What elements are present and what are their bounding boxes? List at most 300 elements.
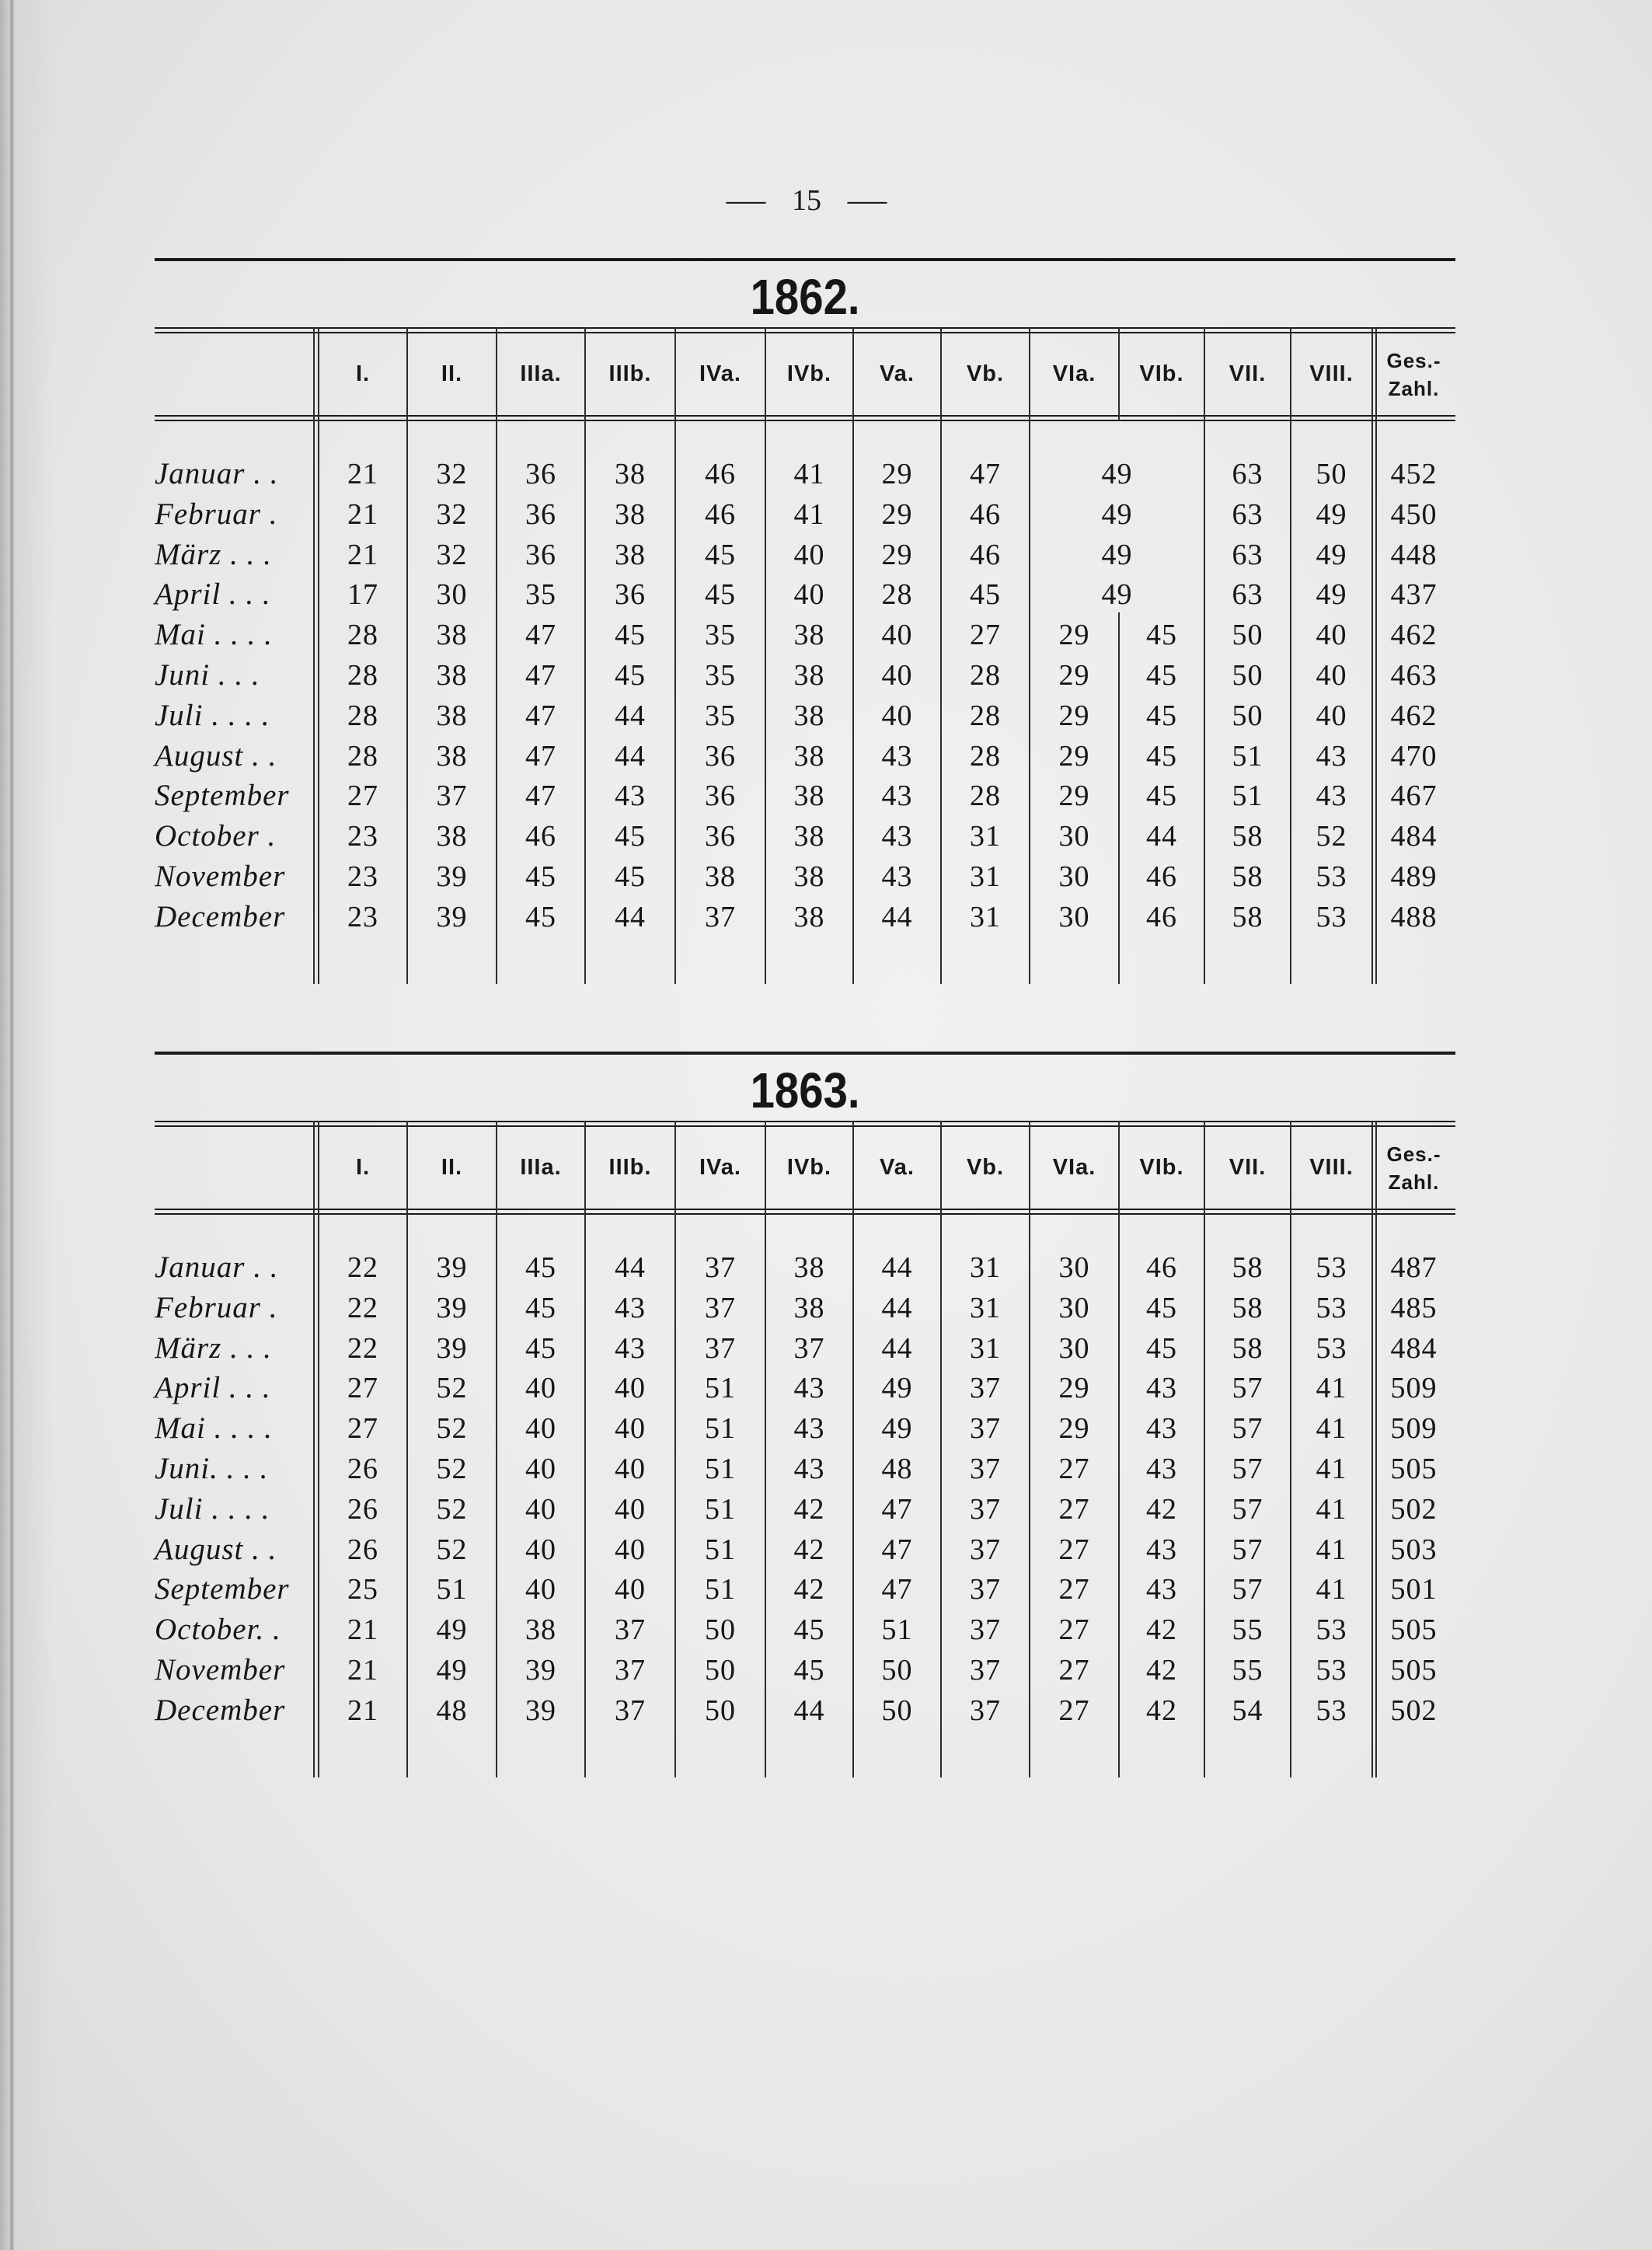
- cell-vii: 51: [1232, 739, 1263, 773]
- month-label: September: [155, 779, 290, 813]
- cell-vib: 45: [1146, 1331, 1177, 1365]
- cell-viii: 53: [1316, 1331, 1347, 1365]
- cell-via: 27: [1058, 1573, 1090, 1606]
- column-header-iva: IVa.: [699, 1155, 741, 1180]
- cell-viii: 53: [1316, 1251, 1347, 1284]
- cell-iiib: 38: [615, 458, 646, 490]
- cell-via: 27: [1058, 1492, 1090, 1526]
- month-label: December: [155, 899, 286, 933]
- cell-iva: 37: [705, 1291, 736, 1324]
- cell-iiia: 47: [525, 619, 556, 652]
- cell-viii: 40: [1316, 699, 1347, 732]
- cell-total: 502: [1390, 1694, 1438, 1727]
- cell-ivb: 45: [793, 1654, 825, 1687]
- table-row: [155, 1569, 1455, 1610]
- cell-viii: 41: [1316, 1412, 1347, 1446]
- cell-va: 40: [881, 619, 913, 652]
- column-header-va: Va.: [880, 361, 915, 386]
- cell-ivb: 38: [793, 659, 825, 692]
- cell-iiia: 45: [525, 1291, 556, 1324]
- cell-viii: 41: [1316, 1372, 1347, 1405]
- table-row: [155, 1368, 1455, 1408]
- cell-iiia: 39: [525, 1694, 556, 1727]
- cell-iiib: 45: [615, 820, 646, 853]
- cell-vii: 57: [1232, 1372, 1263, 1405]
- cell-total: 488: [1390, 900, 1438, 933]
- cell-ivb: 38: [793, 820, 825, 853]
- cell-ii: 37: [436, 780, 468, 813]
- cell-vi-combined: 49: [1101, 578, 1133, 612]
- cell-ii: 52: [436, 1372, 468, 1405]
- cell-total: 450: [1390, 497, 1438, 531]
- cell-vii: 57: [1232, 1412, 1263, 1446]
- page-number: [699, 182, 914, 219]
- cell-ii: 39: [436, 1291, 468, 1324]
- table-row: [155, 1530, 1455, 1570]
- month-label: Juli . . . .: [155, 698, 270, 732]
- cell-via: 27: [1058, 1654, 1090, 1687]
- column-header-va: Va.: [880, 1155, 915, 1180]
- cell-vb: 37: [970, 1372, 1001, 1405]
- cell-viii: 41: [1316, 1573, 1347, 1606]
- cell-ii: 32: [436, 458, 468, 490]
- cell-i: 27: [347, 1412, 378, 1446]
- cell-total: 509: [1390, 1372, 1438, 1405]
- cell-total: 505: [1390, 1654, 1438, 1687]
- cell-iiib: 43: [615, 1291, 646, 1324]
- column-header-vb: Vb.: [966, 361, 1005, 386]
- cell-vii: 57: [1232, 1573, 1263, 1606]
- cell-iiib: 40: [615, 1412, 646, 1446]
- cell-va: 44: [881, 1331, 913, 1365]
- year-title: [155, 271, 1455, 323]
- cell-va: 44: [881, 1251, 913, 1284]
- cell-vib: 46: [1146, 900, 1177, 933]
- table-row: [155, 615, 1455, 655]
- table-row: [155, 1489, 1455, 1530]
- cell-ii: 38: [436, 739, 468, 773]
- cell-vii: 58: [1232, 860, 1263, 893]
- cell-va: 47: [881, 1533, 913, 1566]
- table-row: [155, 574, 1455, 615]
- cell-vi-combined: 49: [1101, 497, 1133, 531]
- cell-i: 17: [347, 578, 378, 612]
- table-1862: [155, 258, 1455, 989]
- month-label: Februar .: [155, 1290, 278, 1324]
- month-label: Januar . .: [155, 457, 279, 490]
- cell-va: 44: [881, 900, 913, 933]
- column-header-i: I.: [355, 1155, 371, 1180]
- cell-viii: 50: [1316, 458, 1347, 490]
- table-row: [155, 736, 1455, 776]
- cell-iva: 51: [705, 1372, 736, 1405]
- cell-ii: 49: [436, 1613, 468, 1647]
- cell-ivb: 38: [793, 780, 825, 813]
- cell-va: 51: [881, 1613, 913, 1647]
- cell-vii: 63: [1232, 538, 1263, 571]
- cell-iiib: 40: [615, 1533, 646, 1566]
- cell-vib: 44: [1146, 820, 1177, 853]
- total-header-line1: Ges.-: [1386, 348, 1441, 372]
- cell-va: 47: [881, 1492, 913, 1526]
- month-label: November: [155, 1653, 286, 1687]
- cell-ii: 51: [436, 1573, 468, 1606]
- cell-total: 462: [1390, 619, 1438, 652]
- cell-iiib: 37: [615, 1654, 646, 1687]
- cell-va: 28: [881, 578, 913, 612]
- cell-viii: 49: [1316, 497, 1347, 531]
- cell-iva: 46: [705, 497, 736, 531]
- cell-vi-combined: 49: [1101, 538, 1133, 571]
- cell-vb: 37: [970, 1573, 1001, 1606]
- cell-total: 484: [1390, 820, 1438, 853]
- cell-ii: 38: [436, 699, 468, 732]
- header-rule: [155, 327, 1455, 329]
- cell-va: 48: [881, 1453, 913, 1485]
- cell-iiib: 43: [615, 1331, 646, 1365]
- table-row: [155, 856, 1455, 897]
- cell-va: 40: [881, 699, 913, 732]
- column-header-ivb: IVb.: [786, 1155, 832, 1180]
- cell-ii: 32: [436, 538, 468, 571]
- cell-via: 27: [1058, 1453, 1090, 1485]
- column-header-vii: VII.: [1229, 1155, 1267, 1180]
- cell-vii: 58: [1232, 1331, 1263, 1365]
- month-label: August . .: [155, 738, 277, 773]
- page-number-value: 15: [792, 184, 821, 217]
- cell-iva: 51: [705, 1533, 736, 1566]
- cell-vib: 43: [1146, 1372, 1177, 1405]
- cell-vib: 45: [1146, 1291, 1177, 1324]
- cell-ivb: 37: [793, 1331, 825, 1365]
- cell-viii: 40: [1316, 659, 1347, 692]
- cell-ii: 52: [436, 1453, 468, 1485]
- cell-via: 30: [1058, 1251, 1090, 1284]
- table-row: [155, 1288, 1455, 1328]
- cell-vb: 45: [970, 578, 1001, 612]
- cell-vib: 45: [1146, 619, 1177, 652]
- cell-total: 437: [1390, 578, 1438, 612]
- table-row: [155, 1328, 1455, 1369]
- cell-ivb: 38: [793, 1251, 825, 1284]
- month-label: November: [155, 860, 286, 893]
- cell-via: 30: [1058, 820, 1090, 853]
- cell-iiib: 44: [615, 1251, 646, 1284]
- cell-iiia: 40: [525, 1573, 556, 1606]
- cell-vii: 51: [1232, 780, 1263, 813]
- cell-via: 27: [1058, 1694, 1090, 1727]
- month-label: Februar .: [155, 497, 278, 531]
- column-header-viii: VIII.: [1309, 361, 1354, 386]
- column-header-vib: VIb.: [1139, 361, 1184, 386]
- cell-viii: 53: [1316, 1291, 1347, 1324]
- cell-iiib: 38: [615, 538, 646, 571]
- cell-va: 29: [881, 497, 913, 531]
- cell-vii: 50: [1232, 699, 1263, 732]
- cell-vb: 46: [970, 497, 1001, 531]
- cell-via: 30: [1058, 1331, 1090, 1365]
- cell-ii: 38: [436, 619, 468, 652]
- column-header-i: I.: [355, 361, 371, 386]
- table-1863: [155, 1052, 1455, 1782]
- cell-iva: 38: [705, 860, 736, 893]
- cell-vib: 42: [1146, 1654, 1177, 1687]
- cell-ii: 39: [436, 1331, 468, 1365]
- cell-total: 484: [1390, 1331, 1438, 1365]
- cell-vb: 47: [970, 458, 1001, 490]
- cell-vb: 37: [970, 1613, 1001, 1647]
- cell-vii: 57: [1232, 1533, 1263, 1566]
- cell-vib: 45: [1146, 699, 1177, 732]
- cell-iiia: 36: [525, 458, 556, 490]
- cell-ii: 39: [436, 900, 468, 933]
- month-label: Januar . .: [155, 1251, 279, 1284]
- cell-viii: 41: [1316, 1453, 1347, 1485]
- cell-ivb: 38: [793, 699, 825, 732]
- cell-i: 28: [347, 739, 378, 773]
- cell-i: 26: [347, 1453, 378, 1485]
- total-header-line1: Ges.-: [1386, 1142, 1441, 1166]
- cell-vb: 37: [970, 1654, 1001, 1687]
- cell-iiib: 44: [615, 739, 646, 773]
- cell-total: 505: [1390, 1613, 1438, 1647]
- cell-i: 22: [347, 1291, 378, 1324]
- cell-i: 21: [347, 497, 378, 531]
- cell-ii: 38: [436, 659, 468, 692]
- cell-i: 22: [347, 1331, 378, 1365]
- cell-iiib: 45: [615, 659, 646, 692]
- cell-ivb: 38: [793, 739, 825, 773]
- cell-iva: 45: [705, 538, 736, 571]
- cell-iiib: 44: [615, 900, 646, 933]
- cell-ivb: 43: [793, 1372, 825, 1405]
- cell-iva: 51: [705, 1412, 736, 1446]
- cell-iva: 35: [705, 619, 736, 652]
- column-header-iva: IVa.: [699, 361, 741, 386]
- month-label: August . .: [155, 1532, 277, 1566]
- year-title-text: 1862.: [750, 269, 860, 325]
- column-header-vii: VII.: [1229, 361, 1267, 386]
- cell-iiib: 40: [615, 1372, 646, 1405]
- table-row: [155, 776, 1455, 816]
- cell-vib: 45: [1146, 780, 1177, 813]
- cell-iva: 36: [705, 780, 736, 813]
- cell-iiia: 45: [525, 900, 556, 933]
- cell-viii: 53: [1316, 900, 1347, 933]
- cell-vib: 45: [1146, 739, 1177, 773]
- cell-viii: 53: [1316, 1654, 1347, 1687]
- cell-total: 502: [1390, 1492, 1438, 1526]
- cell-i: 27: [347, 780, 378, 813]
- cell-iiib: 45: [615, 619, 646, 652]
- cell-vib: 43: [1146, 1533, 1177, 1566]
- cell-ivb: 38: [793, 1291, 825, 1324]
- cell-iiib: 40: [615, 1492, 646, 1526]
- cell-ivb: 42: [793, 1533, 825, 1566]
- column-header-iiia: IIIa.: [520, 361, 562, 386]
- cell-ivb: 43: [793, 1412, 825, 1446]
- cell-viii: 53: [1316, 1613, 1347, 1647]
- cell-iiia: 45: [525, 860, 556, 893]
- cell-iva: 37: [705, 1331, 736, 1365]
- cell-iiib: 36: [615, 578, 646, 612]
- cell-ii: 38: [436, 820, 468, 853]
- table-row: [155, 1650, 1455, 1690]
- cell-vii: 54: [1232, 1694, 1263, 1727]
- cell-via: 29: [1058, 739, 1090, 773]
- cell-ivb: 45: [793, 1613, 825, 1647]
- cell-total: 501: [1390, 1573, 1438, 1606]
- cell-iiia: 38: [525, 1613, 556, 1647]
- page-number-dash-left: —: [726, 183, 766, 218]
- cell-ivb: 41: [793, 458, 825, 490]
- cell-iva: 37: [705, 1251, 736, 1284]
- cell-ii: 52: [436, 1412, 468, 1446]
- cell-i: 28: [347, 659, 378, 692]
- cell-via: 29: [1058, 619, 1090, 652]
- cell-i: 23: [347, 820, 378, 853]
- cell-vii: 57: [1232, 1492, 1263, 1526]
- cell-iiib: 37: [615, 1613, 646, 1647]
- cell-va: 50: [881, 1654, 913, 1687]
- cell-iva: 50: [705, 1613, 736, 1647]
- year-title-text: 1863.: [750, 1062, 860, 1118]
- cell-vb: 31: [970, 1251, 1001, 1284]
- cell-iiia: 47: [525, 739, 556, 773]
- cell-vb: 31: [970, 900, 1001, 933]
- cell-iiib: 44: [615, 699, 646, 732]
- cell-ii: 52: [436, 1533, 468, 1566]
- cell-ivb: 44: [793, 1694, 825, 1727]
- cell-total: 452: [1390, 458, 1438, 490]
- cell-iiib: 45: [615, 860, 646, 893]
- cell-ivb: 38: [793, 860, 825, 893]
- cell-vii: 55: [1232, 1654, 1263, 1687]
- cell-ivb: 43: [793, 1453, 825, 1485]
- cell-iva: 51: [705, 1453, 736, 1485]
- cell-iva: 35: [705, 659, 736, 692]
- cell-ii: 32: [436, 497, 468, 531]
- month-label: März . . .: [155, 537, 272, 571]
- cell-viii: 53: [1316, 1694, 1347, 1727]
- table-row: [155, 454, 1455, 494]
- cell-vb: 31: [970, 820, 1001, 853]
- cell-iva: 36: [705, 739, 736, 773]
- cell-viii: 43: [1316, 739, 1347, 773]
- cell-iva: 46: [705, 458, 736, 490]
- cell-i: 21: [347, 1694, 378, 1727]
- cell-vb: 28: [970, 659, 1001, 692]
- cell-ii: 52: [436, 1492, 468, 1526]
- month-label: October. .: [155, 1613, 281, 1647]
- cell-ivb: 40: [793, 538, 825, 571]
- cell-i: 21: [347, 458, 378, 490]
- cell-via: 29: [1058, 1372, 1090, 1405]
- cell-iiia: 45: [525, 1331, 556, 1365]
- column-header-total: [1372, 333, 1455, 415]
- cell-i: 26: [347, 1492, 378, 1526]
- cell-ivb: 42: [793, 1492, 825, 1526]
- cell-ii: 39: [436, 860, 468, 893]
- cell-iva: 37: [705, 900, 736, 933]
- table-top-rule: [155, 258, 1455, 261]
- cell-ivb: 41: [793, 497, 825, 531]
- cell-va: 50: [881, 1694, 913, 1727]
- column-header-iiib: IIIb.: [608, 361, 652, 386]
- cell-vii: 58: [1232, 1291, 1263, 1324]
- cell-vii: 63: [1232, 578, 1263, 612]
- cell-vii: 63: [1232, 497, 1263, 531]
- column-header-ii: II.: [441, 361, 463, 386]
- cell-va: 43: [881, 739, 913, 773]
- cell-viii: 41: [1316, 1492, 1347, 1526]
- cell-iiia: 40: [525, 1533, 556, 1566]
- month-label: Juni . . .: [155, 658, 260, 692]
- column-header-viii: VIII.: [1309, 1155, 1354, 1180]
- cell-total: 503: [1390, 1533, 1438, 1566]
- table-row: [155, 655, 1455, 696]
- cell-va: 40: [881, 659, 913, 692]
- cell-iva: 50: [705, 1654, 736, 1687]
- month-label: Mai . . . .: [155, 618, 273, 652]
- cell-vii: 50: [1232, 619, 1263, 652]
- month-label: März . . .: [155, 1331, 272, 1365]
- cell-vii: 58: [1232, 900, 1263, 933]
- cell-vb: 27: [970, 619, 1001, 652]
- cell-vb: 37: [970, 1694, 1001, 1727]
- cell-via: 29: [1058, 1412, 1090, 1446]
- month-label: September: [155, 1572, 290, 1606]
- cell-iiib: 37: [615, 1694, 646, 1727]
- cell-iiib: 38: [615, 497, 646, 531]
- cell-iiia: 47: [525, 699, 556, 732]
- month-label: Mai . . . .: [155, 1411, 273, 1446]
- cell-iva: 36: [705, 820, 736, 853]
- cell-i: 27: [347, 1372, 378, 1405]
- cell-va: 29: [881, 458, 913, 490]
- cell-ivb: 42: [793, 1573, 825, 1606]
- cell-i: 28: [347, 619, 378, 652]
- cell-vb: 28: [970, 699, 1001, 732]
- cell-iva: 35: [705, 699, 736, 732]
- table-row: [155, 535, 1455, 575]
- header-rule: [155, 415, 1455, 417]
- table-row: [155, 1408, 1455, 1449]
- cell-vb: 31: [970, 860, 1001, 893]
- cell-va: 43: [881, 860, 913, 893]
- cell-iva: 51: [705, 1492, 736, 1526]
- cell-via: 30: [1058, 1291, 1090, 1324]
- cell-ii: 39: [436, 1251, 468, 1284]
- cell-iiia: 39: [525, 1654, 556, 1687]
- cell-i: 22: [347, 1251, 378, 1284]
- cell-via: 27: [1058, 1533, 1090, 1566]
- cell-iiia: 40: [525, 1453, 556, 1485]
- column-header-ivb: IVb.: [786, 361, 832, 386]
- cell-total: 509: [1390, 1412, 1438, 1446]
- cell-vii: 57: [1232, 1453, 1263, 1485]
- cell-vib: 43: [1146, 1453, 1177, 1485]
- cell-iiib: 43: [615, 780, 646, 813]
- cell-vib: 45: [1146, 659, 1177, 692]
- cell-via: 30: [1058, 860, 1090, 893]
- total-header-line2: Zahl.: [1388, 1170, 1440, 1194]
- cell-viii: 43: [1316, 780, 1347, 813]
- column-header-vb: Vb.: [966, 1155, 1005, 1180]
- cell-ii: 30: [436, 578, 468, 612]
- cell-ii: 48: [436, 1694, 468, 1727]
- cell-ii: 49: [436, 1654, 468, 1687]
